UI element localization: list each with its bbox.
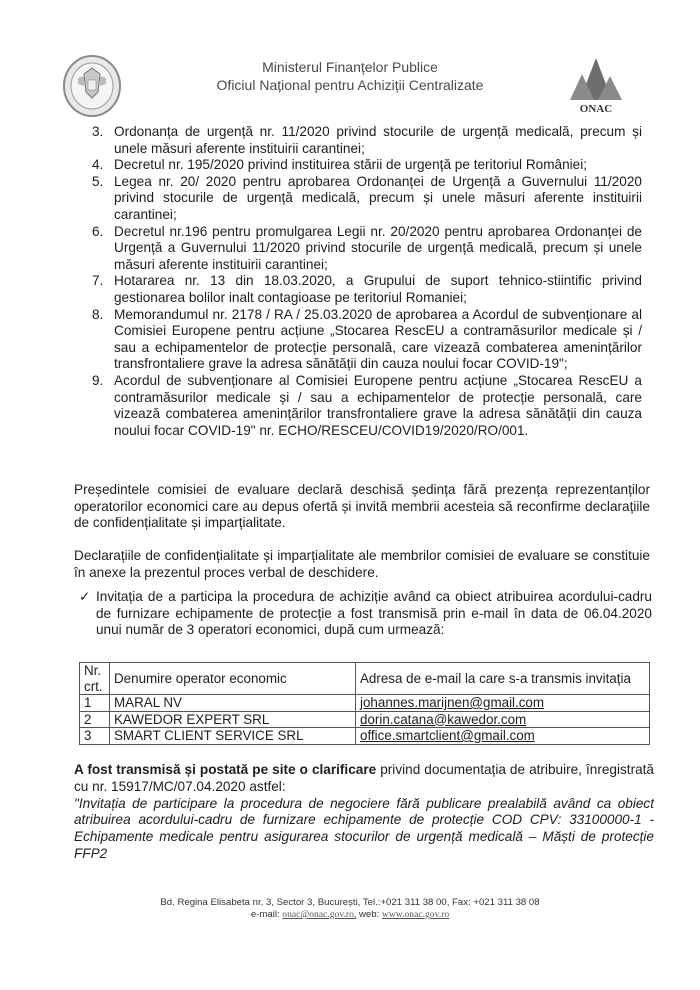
onac-logo-icon	[568, 56, 624, 116]
cell-nr: 3	[80, 728, 110, 745]
paragraph-declarations: Declarațiile de confidențialitate și imparțialitate ale membrilor comisiei de evaluare se constituie în anexe la prezentul proces verbal de deschidere.	[74, 548, 650, 580]
list-item: 4. Decretul nr. 195/2020 privind instituirea stării de urgență pe teritoriul României;	[92, 157, 588, 173]
cell-email	[356, 711, 650, 728]
paragraph-opening-session: Președintele comisiei de evaluare declară deschisă ședința fără prezența reprezentanților operatorilor economici care au depus ofertă și invită membrii acesteia să reconfirme declarațiile de confidențialitate și imparțialitate.	[74, 482, 650, 531]
ministry-name: Ministerul Finanțelor Publice	[262, 59, 438, 75]
checkmark-icon: ✓	[79, 589, 91, 604]
svg-text:ONAC: ONAC	[579, 103, 613, 115]
footer-address: Bd. Regina Elisabeta nr. 3, Sector 3, București, Tel.:+021 311 38 00, Fax: +021 311 38 08	[160, 897, 540, 908]
table-row	[80, 711, 650, 728]
cell-name: KAWEDOR EXPERT SRL	[110, 711, 356, 728]
email-link[interactable]: dorin.catana@kawedor.com	[360, 711, 527, 727]
cell-email	[356, 695, 650, 712]
footer	[100, 897, 600, 921]
operators-table	[79, 662, 650, 745]
list-item: 6. Decretul nr.196 pentru promulgarea Legii nr. 20/2020 pentru aprobarea Ordonanței de Urgență a Guvernului 11/2020 privind stocurile de urgență medicală, precum și unele măsuri aferente instituirii carantinei;	[92, 223, 642, 272]
invitation-bullet	[79, 589, 652, 639]
office-name: Oficiul Național pentru Achiziții Centralizate	[216, 77, 484, 93]
email-link[interactable]: johannes.marijnen@gmail.com	[360, 695, 545, 710]
clarification-text: privind documentația de atribuire, înregistrată cu nr. 15917/MC/07.04.2020 astfel:	[74, 762, 654, 794]
footer-contacts: e-mail: onac@onac.gov.ro, web: www.onac.gov.ro	[250, 909, 450, 920]
cell-nr: 2	[80, 711, 110, 728]
letterhead	[0, 50, 700, 120]
table-row	[80, 695, 650, 712]
list-item: 9. Acordul de subvenționare al Comisiei Europene pentru acțiune „Stocarea RescEU a contramăsurilor medicale și / sau a echipamentelor de protecție personală, care vizează combaterea amenințărilor transfrontaliere grave la adresa sănătății din cauza noului focar COVID-19" nr. ECHO/RESCEU/COVID19/2020/RO/001.	[92, 372, 642, 438]
list-item: 7. Hotararea nr. 13 din 18.03.2020, a Grupului de suport tehnico-stiintific privind gestionarea bolilor inalt contagioase pe teritoriul Romaniei;	[92, 273, 642, 305]
clarification-paragraph	[74, 762, 654, 863]
footer-email-link[interactable]: onac@onac.gov.ro,	[282, 909, 357, 920]
list-item: 5. Legea nr. 20/ 2020 pentru aprobarea Ordonanței de Urgență a Guvernului 11/2020 privind stocurile de urgență medicală, precum și unele măsuri aferente instituirii carantinei;	[92, 173, 642, 222]
clarification-lead: A fost transmisă și postată pe site o clarificare	[74, 762, 377, 777]
romania-coat-of-arms-icon	[62, 54, 122, 118]
table-header-row	[80, 663, 650, 695]
cell-name: MARAL NV	[110, 695, 356, 712]
table-row	[80, 728, 650, 745]
clarification-quote: "Invitația de participare la procedura de negociere fără publicare prealabilă având ca obiect atribuirea acordului-cadru de furnizare echipamente de protecție COD CPV: 33100000-1 - Echipamente medicale pentru asigurarea stocurilor de urgență medicală – Măști de protecție FFP2	[74, 795, 654, 861]
header-nr: Nr. crt.	[80, 663, 110, 695]
legal-references-list	[82, 124, 642, 439]
cell-nr: 1	[80, 695, 110, 712]
header-email: Adresa de e-mail la care s-a transmis invitația	[356, 663, 650, 695]
email-link[interactable]: office.smartclient@gmail.com	[360, 728, 535, 743]
cell-name: SMART CLIENT SERVICE SRL	[110, 728, 356, 745]
footer-web-link[interactable]: www.onac.gov.ro	[381, 909, 450, 920]
cell-email	[356, 728, 650, 745]
invitation-text: Invitația de a participa la procedura de achiziție având ca obiect atribuirea acordului-cadru de furnizare echipamente de protecție a fost transmisă prin e-mail în data de 06.04.2020 unui număr de 3 operatori economici, după cum urmează:	[96, 589, 652, 638]
letterhead-title	[150, 58, 550, 94]
list-item: 8. Memorandumul nr. 2178 / RA / 25.03.2020 de aprobarea a Acordul de subvenționare al Comisiei Europene pentru acțiune „Stocarea RescEU a contramăsurilor medicale și / sau a echipamentelor de protecție personală, care vizează combaterea amenințărilor transfrontaliere grave la adresa sănătății din cauza noului focar COVID-19";	[92, 306, 642, 372]
list-item: 3. Ordonanța de urgență nr. 11/2020 privind stocurile de urgență medicală, precum și unele măsuri aferente instituirii carantinei;	[92, 124, 642, 156]
header-name: Denumire operator economic	[110, 663, 356, 695]
